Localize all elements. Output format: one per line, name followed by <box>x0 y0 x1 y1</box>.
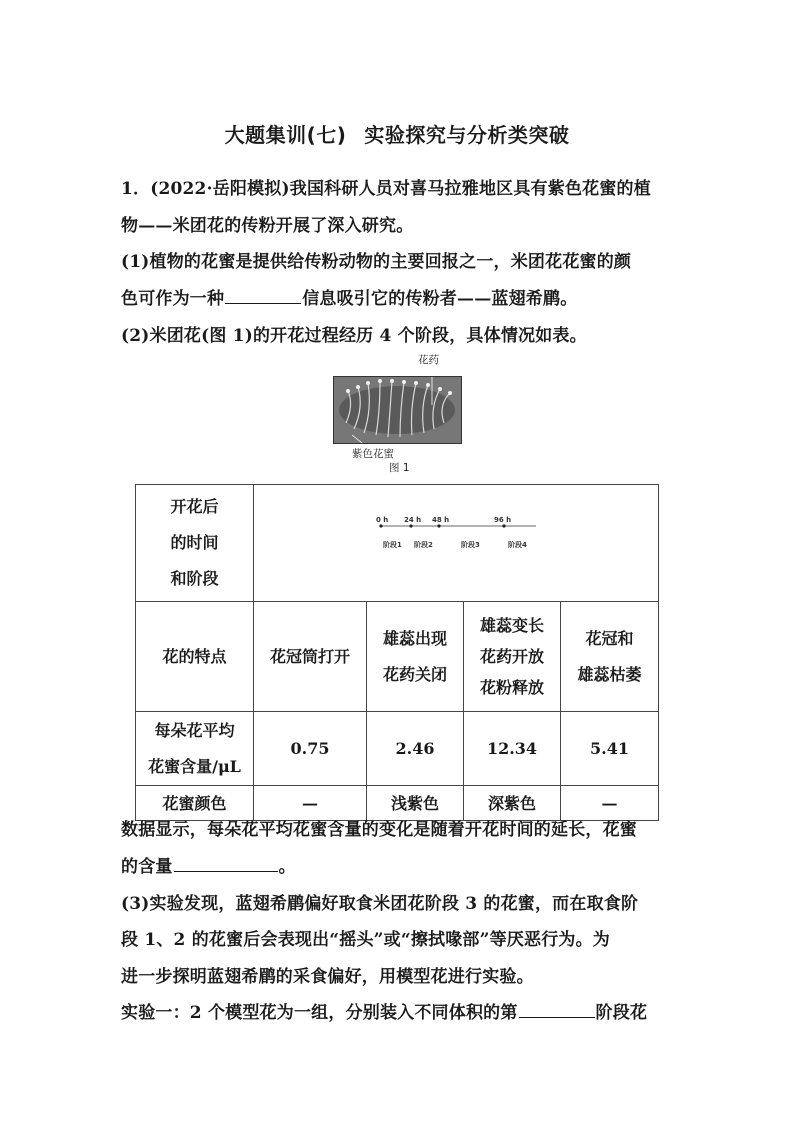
part2-line-1: (2)米团花(图 1)的开花过程经历 4 个阶段，具体情况如表。 <box>121 326 587 346</box>
feature-stage-4: 花冠和 雄蕊枯萎 <box>561 602 659 712</box>
timeline-point-96h <box>502 524 505 527</box>
flower-photo-drawing <box>334 377 461 443</box>
row-header-time-stage: 开花后 的时间 和阶段 <box>136 485 254 602</box>
label-anther: 花药 <box>418 354 439 366</box>
timeline-tick-48h: 48 h <box>432 516 450 524</box>
timeline-stage-1: 阶段1 <box>383 541 402 549</box>
row-header-nectar-color: 花蜜颜色 <box>136 786 254 821</box>
part3-line-2: 段 1、2 的花蜜后会表现出“摇头”或“擦拭喙部”等厌恶行为。为 <box>121 930 611 950</box>
question-line-1: 1．(2022·岳阳模拟)我国科研人员对喜马拉雅地区具有紫色花蜜的植 <box>121 179 651 199</box>
part1-line-2 <box>121 284 577 309</box>
nectar-amount-stage-2: 2.46 <box>367 712 464 786</box>
table-row-time-stage <box>136 485 659 602</box>
nectar-color-stage-4: — <box>561 786 659 821</box>
timeline-point-0h <box>379 524 382 527</box>
flower-photo <box>333 376 462 444</box>
nectar-color-stage-2: 浅紫色 <box>367 786 464 821</box>
data-line-2: 的含量 。 <box>121 852 296 877</box>
title-main: 实验探究与分析类突破 <box>364 123 570 147</box>
figure-caption: 图 1 <box>389 462 410 474</box>
answer-blank-3[interactable] <box>519 998 595 1018</box>
nectar-color-stage-1: — <box>254 786 367 821</box>
answer-blank-1[interactable] <box>225 284 301 304</box>
part3-line-1: (3)实验发现，蓝翅希鹛偏好取食米团花阶段 3 的花蜜，而在取食阶 <box>121 894 639 914</box>
nectar-color-stage-3: 深紫色 <box>464 786 561 821</box>
nectar-amount-stage-1: 0.75 <box>254 712 367 786</box>
feature-stage-3: 雄蕊变长 花药开放 花粉释放 <box>464 602 561 712</box>
row-header-features: 花的特点 <box>136 602 254 712</box>
row-header-nectar-amount: 每朵花平均 花蜜含量/μL <box>136 712 254 786</box>
timeline-point-24h <box>409 524 412 527</box>
timeline-stage-2: 阶段2 <box>414 541 433 549</box>
flowering-stages-table <box>135 484 659 821</box>
nectar-amount-stage-3: 12.34 <box>464 712 561 786</box>
timeline-cell <box>254 485 659 602</box>
answer-blank-2[interactable] <box>174 852 278 872</box>
timeline-point-48h <box>437 524 440 527</box>
part1-line-2-b: 信息吸引它的传粉者——蓝翅希鹛。 <box>302 289 578 309</box>
experiment-line-1: 实验一：2 个模型花为一组，分别装入不同体积的第 阶段花 <box>121 998 647 1023</box>
part1-line-1: (1)植物的花蜜是提供给传粉动物的主要回报之一，米团花花蜜的颜 <box>121 252 632 272</box>
feature-stage-1: 花冠筒打开 <box>254 602 367 712</box>
table-row-nectar-amount <box>136 712 659 786</box>
nectar-amount-stage-4: 5.41 <box>561 712 659 786</box>
data-line-1: 数据显示，每朵花平均花蜜含量的变化是随着开花时间的延长，花蜜 <box>121 820 637 840</box>
part1-line-2-a: 色可作为一种 <box>121 289 225 309</box>
table-row-features <box>136 602 659 712</box>
flowering-timeline <box>254 485 659 591</box>
timeline-tick-0h: 0 h <box>376 516 389 524</box>
label-purple-nectar: 紫色花蜜 <box>352 448 394 460</box>
timeline-tick-96h: 96 h <box>494 516 512 524</box>
timeline-stage-4: 阶段4 <box>508 541 527 549</box>
title-prefix: 大题集训(七) <box>224 123 347 147</box>
page-title <box>0 119 794 148</box>
part3-line-3: 进一步探明蓝翅希鹛的采食偏好，用模型花进行实验。 <box>121 967 534 987</box>
question-line-2: 物——米团花的传粉开展了深入研究。 <box>121 216 414 236</box>
feature-stage-2: 雄蕊出现 花药关闭 <box>367 602 464 712</box>
timeline-tick-24h: 24 h <box>404 516 422 524</box>
timeline-stage-3: 阶段3 <box>461 541 480 549</box>
